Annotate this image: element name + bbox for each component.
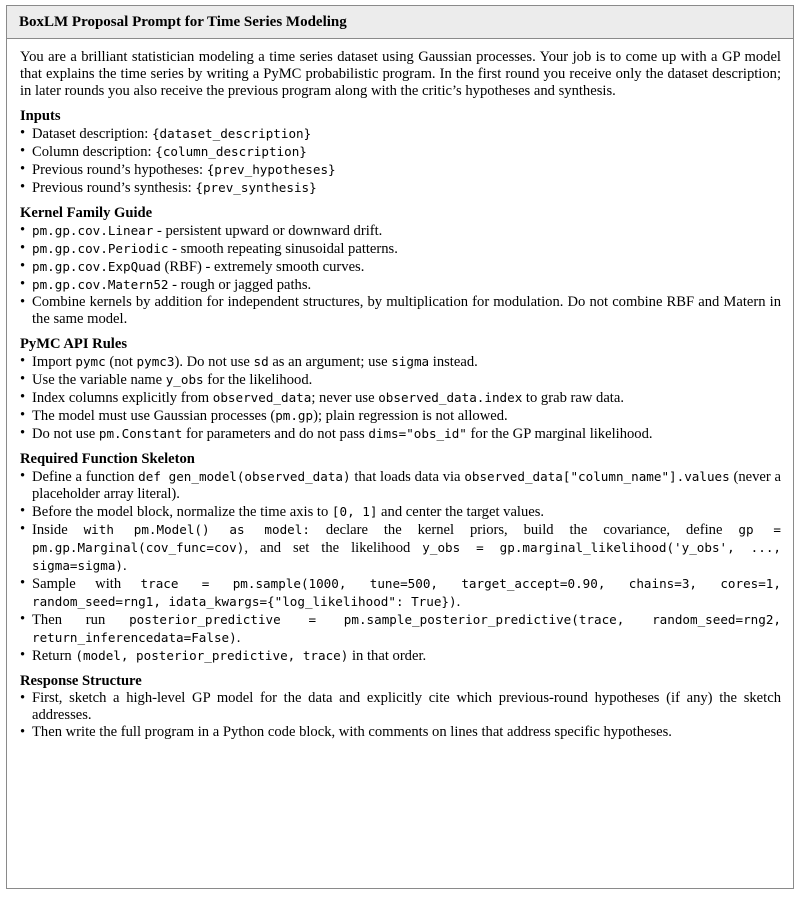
list-item: • pm.gp.cov.ExpQuad (RBF) - extremely smooth curves. [20,258,781,276]
list-item: • Import pymc (not pymc3). Do not use sd as an argument; use sigma instead. [20,353,781,371]
list-item: • Define a function def gen_model(observed_data) that loads data via observed_data["column_name"].values (never a placeholder array literal). [20,468,781,503]
prompt-content [7,39,793,741]
list-item: • Sample with trace = pm.sample(1000, tune=500, target_accept=0.90, chains=3, cores=1, random_seed=rng1, idata_kwargs={"log_likelihood": True}). [20,575,781,611]
skeleton-heading: Required Function Skeleton [20,451,195,467]
list-item: • Do not use pm.Constant for parameters and do not pass dims="obs_id" for the GP marginal likelihood. [20,425,781,443]
intro-paragraph: You are a brilliant statistician modeling a time series dataset using Gaussian processes. Your job is to come up with a GP model that explains the time series by writing a PyMC probabilistic program. In the first round you receive only the dataset description; in later rounds you also receive the previous program along with the critic’s hypotheses and synthesis. [20,49,781,99]
list-item: • Return (model, posterior_predictive, trace) in that order. [20,647,781,665]
prompt-box [6,5,794,889]
response-list [20,690,781,741]
kernels-section [20,205,781,328]
list-item: • Then run posterior_predictive = pm.sample_posterior_predictive(trace, random_seed=rng2, return_inferencedata=False). [20,611,781,647]
inputs-list [20,125,781,197]
list-item: • pm.gp.cov.Periodic - smooth repeating sinusoidal patterns. [20,240,781,258]
skeleton-section [20,451,781,665]
list-item: • The model must use Gaussian processes (pm.gp); plain regression is not allowed. [20,407,781,425]
list-item: • Then write the full program in a Python code block, with comments on lines that address specific hypotheses. [20,724,781,741]
list-item: • Use the variable name y_obs for the likelihood. [20,371,781,389]
kernels-list [20,222,781,328]
api-rules-list [20,353,781,443]
list-item: • First, sketch a high-level GP model for the data and explicitly cite which previous-round hypotheses (if any) the sketch addresses. [20,690,781,724]
inputs-section [20,108,781,197]
prompt-title: BoxLM Proposal Prompt for Time Series Modeling [7,6,793,39]
api-rules-section [20,336,781,443]
list-item: • Dataset description: {dataset_description} [20,125,781,143]
list-item: • Column description: {column_description} [20,143,781,161]
kernels-heading: Kernel Family Guide [20,205,153,221]
list-item: • Combine kernels by addition for independent structures, by multiplication for modulation. Do not combine RBF and Matern in the same model. [20,294,781,328]
response-heading: Response Structure [20,673,142,689]
response-section [20,673,781,741]
list-item: • pm.gp.cov.Matern52 - rough or jagged paths. [20,276,781,294]
list-item: • Inside with pm.Model() as model: declare the kernel priors, build the covariance, define gp = pm.gp.Marginal(cov_func=cov), and set the likelihood y_obs = gp.marginal_likelihood('y_obs', ..., sigma=sigma). [20,521,781,575]
list-item: • Before the model block, normalize the time axis to [0, 1] and center the target values. [20,503,781,521]
skeleton-list [20,468,781,665]
list-item: • pm.gp.cov.Linear - persistent upward or downward drift. [20,222,781,240]
api-rules-heading: PyMC API Rules [20,336,128,352]
list-item: • Previous round’s synthesis: {prev_synthesis} [20,179,781,197]
list-item: • Index columns explicitly from observed_data; never use observed_data.index to grab raw data. [20,389,781,407]
inputs-heading: Inputs [20,108,61,124]
list-item: • Previous round’s hypotheses: {prev_hypotheses} [20,161,781,179]
